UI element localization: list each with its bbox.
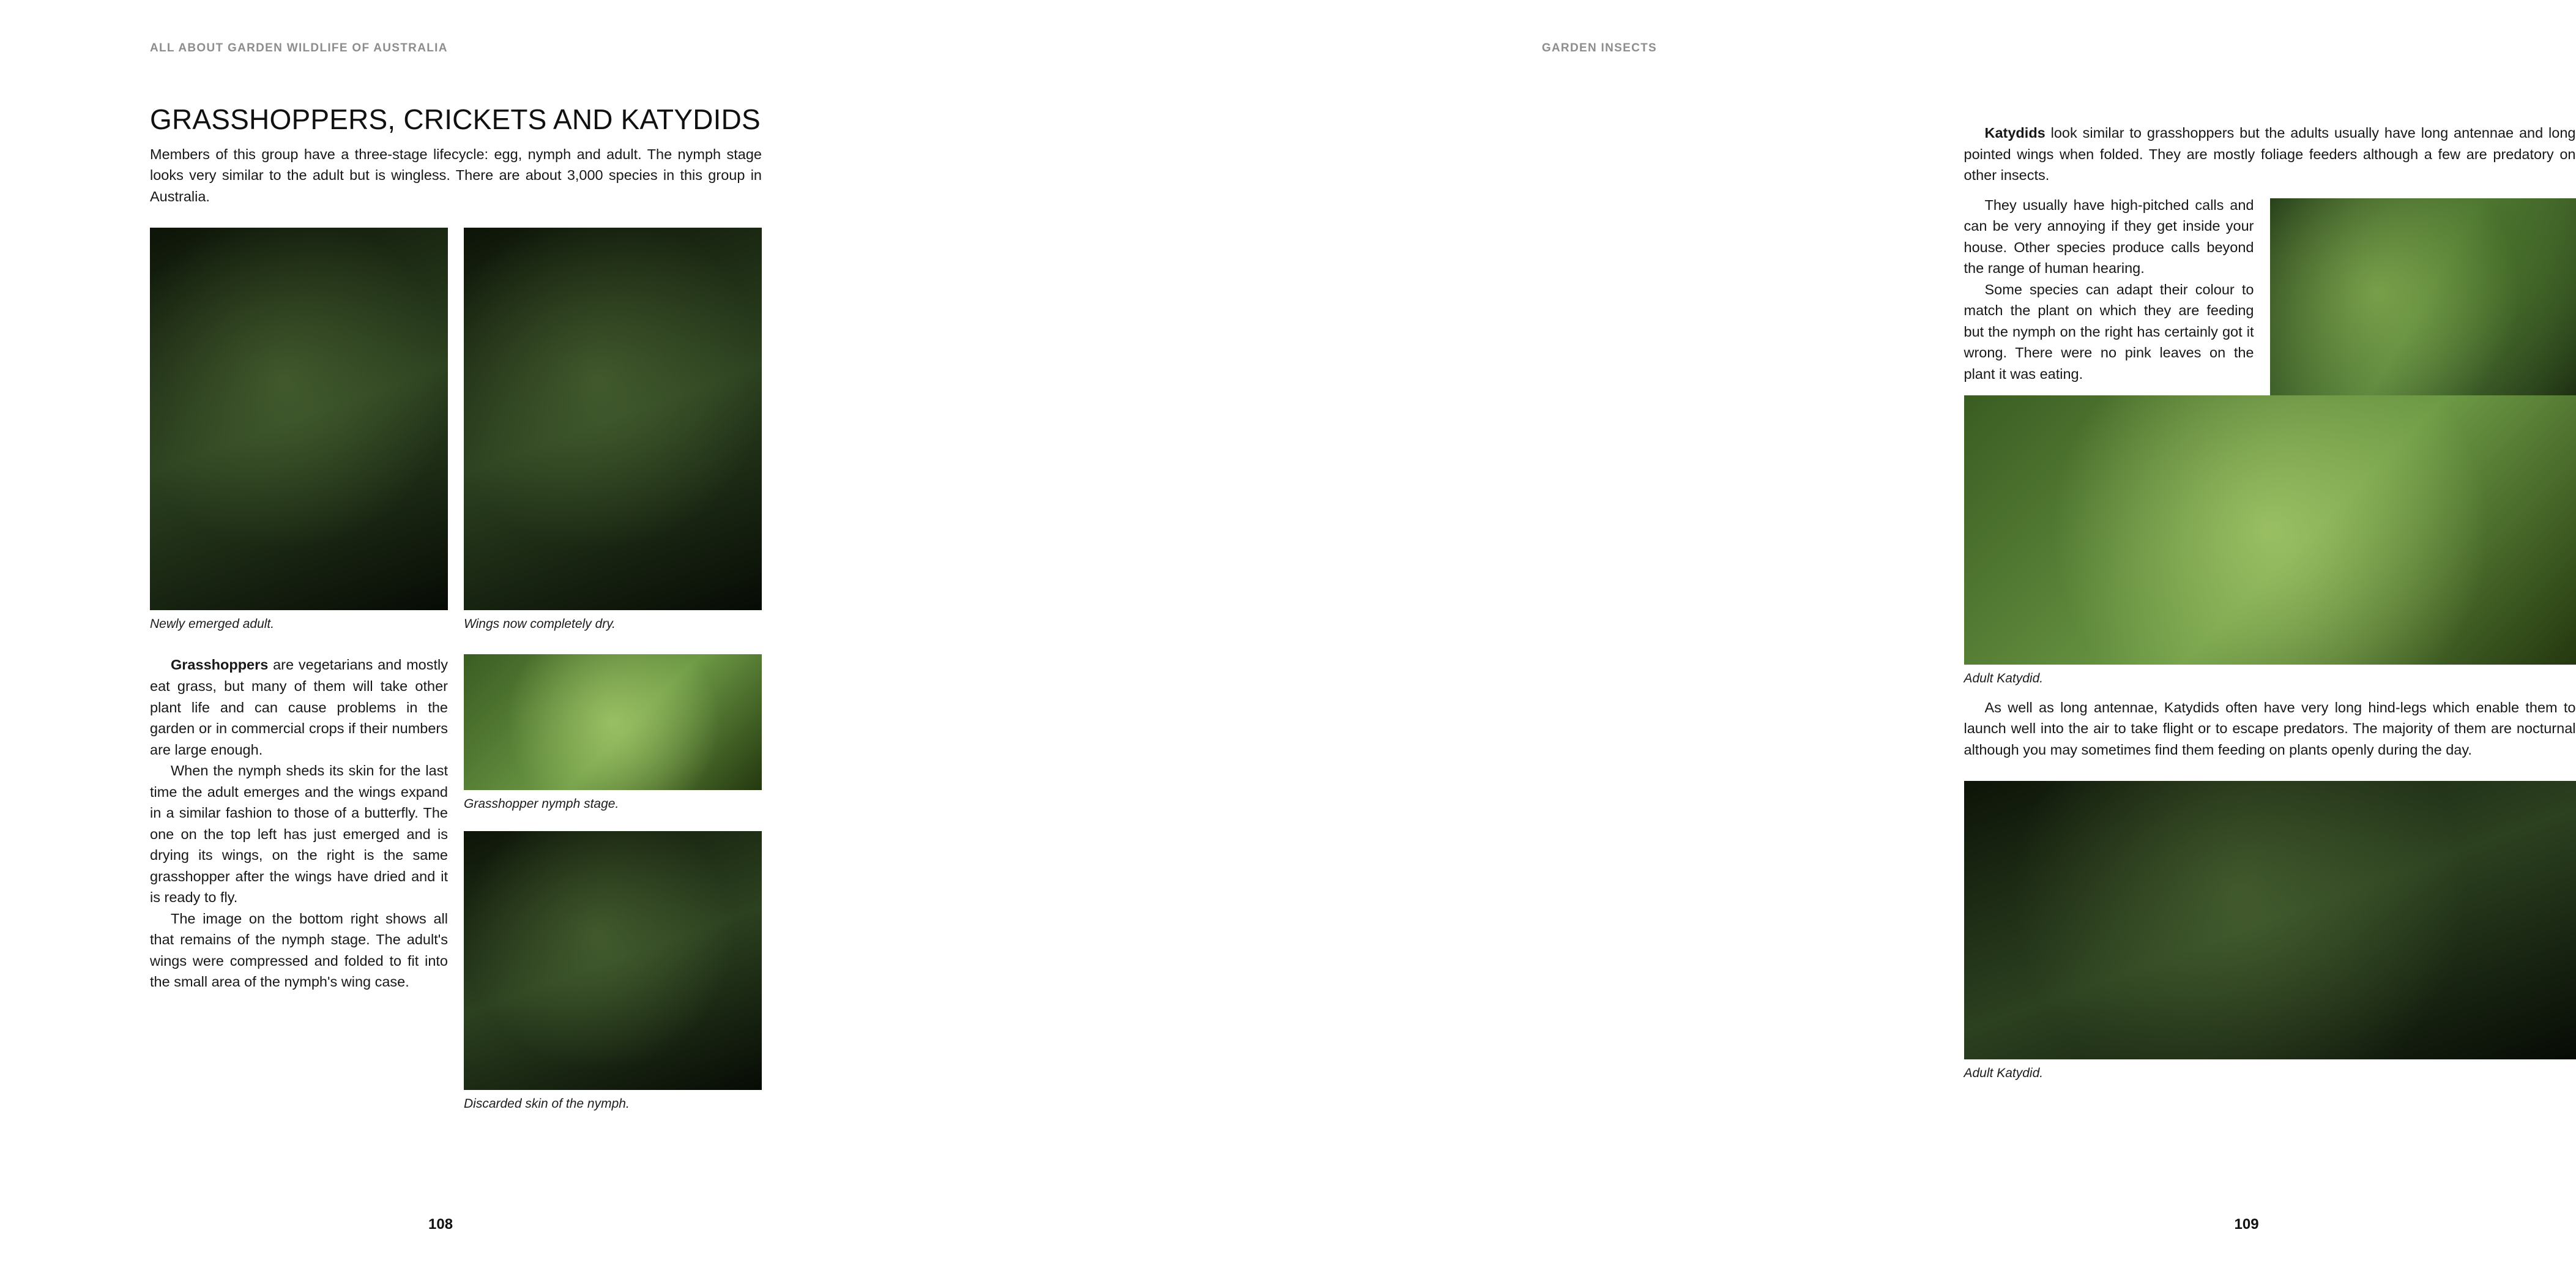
figure-adult-katydid-upper (1964, 395, 2576, 687)
photo-discarded-skin-of-the-nymph (464, 831, 762, 1090)
caption-discarded-skin-of-the-nymph: Discarded skin of the nymph. (464, 1096, 630, 1111)
photo-adult-katydid-lower (1964, 781, 2576, 1059)
paragraph-bottom-right-image: The image on the bottom right shows all that remains of the nymph stage. The adult's wings were compressed and folded to fit into the small area of the nymph's wing case. (150, 910, 448, 990)
page-number-right: 109 (2234, 1216, 2259, 1233)
paragraph-grasshoppers (150, 654, 448, 760)
katydid-nymph-flow-block (1964, 195, 2576, 385)
running-head-right: GARDEN INSECTS (1541, 42, 1657, 54)
caption-newly-emerged-adult: Newly emerged adult. (150, 617, 275, 632)
paragraph-adapt-colour: Some species can adapt their colour to match the plant on which they are feeding but the nymph on the right has certainly got it wrong. There were no pink leaves on the plant it was eating. (1964, 281, 2254, 382)
figure-discarded-skin-of-the-nymph (464, 831, 762, 1112)
left-text-column (150, 654, 448, 1122)
running-head-left: ALL ABOUT GARDEN WILDLIFE OF AUSTRALIA (150, 42, 448, 54)
page-right (904, 0, 2576, 1265)
paragraph-high-pitched-calls: They usually have high-pitched calls and can be very annoying if they get inside your house. Other species produce calls beyond the range of human hearing. (1964, 196, 2254, 277)
figure-katydid-nymph-stage (2270, 198, 2576, 428)
figure-grasshopper-nymph-stage (464, 654, 762, 812)
left-page-content (150, 104, 762, 1122)
caption-adult-katydid-lower: Adult Katydid. (1964, 1066, 2044, 1081)
photo-wings-now-completely-dry (464, 228, 762, 610)
photo-grasshopper-nymph-stage (464, 654, 762, 790)
left-figure-column (464, 654, 762, 1122)
paragraph-long-hind-legs: As well as long antennae, Katydids often have very long hind-legs which enable them to launch well into the air to take flight or to escape predators. The majority of them are nocturnal although you may sometimes find them feeding on plants openly during the day. (1964, 699, 2576, 758)
caption-grasshopper-nymph-stage: Grasshopper nymph stage. (464, 797, 619, 812)
paragraph-text-grasshoppers: are vegetarians and mostly eat grass, but many of them will take other plant life and can cause problems in the garden or in commercial crops if their numbers are large enough. (150, 657, 448, 758)
intro-paragraph: Members of this group have a three-stage lifecycle: egg, nymph and adult. The nymph stage looks very similar to the adult but is wingless. There are about 3,000 species in this group in Australia. (150, 146, 762, 204)
figure-wings-now-completely-dry (464, 228, 762, 632)
lower-two-column-block (150, 654, 762, 1122)
caption-adult-katydid-upper: Adult Katydid. (1964, 671, 2044, 686)
page-left (0, 0, 904, 1265)
paragraph-text-katydids: look similar to grasshoppers but the adults usually have long antennae and long pointed wings when folded. They are mostly foliage feeders although a few are predatory on other insects. (1964, 125, 2576, 184)
figure-adult-katydid-lower (1964, 781, 2576, 1081)
photo-katydid-nymph-stage (2270, 198, 2576, 406)
photo-adult-katydid-upper (1964, 395, 2576, 665)
figure-row-top (150, 228, 762, 632)
page-title: GRASSHOPPERS, CRICKETS AND KATYDIDS (150, 103, 761, 135)
photo-newly-emerged-adult (150, 228, 448, 610)
page-number-left: 108 (428, 1216, 453, 1233)
right-page-content (1964, 122, 2576, 1091)
paragraph-katydids (1964, 122, 2576, 186)
caption-wings-now-completely-dry: Wings now completely dry. (464, 617, 616, 632)
paragraph-lead-grasshoppers: Grasshoppers (171, 657, 269, 673)
paragraph-lead-katydids: Katydids (1984, 125, 2046, 141)
figure-newly-emerged-adult (150, 228, 448, 632)
paragraph-nymph-sheds-skin: When the nymph sheds its skin for the last time the adult emerges and the wings expand in a similar fashion to those of a butterfly. The one on the top left has just emerged and is drying its wings, on the right is the same grasshopper after the wings have dried and it is ready to fly. (150, 763, 448, 906)
